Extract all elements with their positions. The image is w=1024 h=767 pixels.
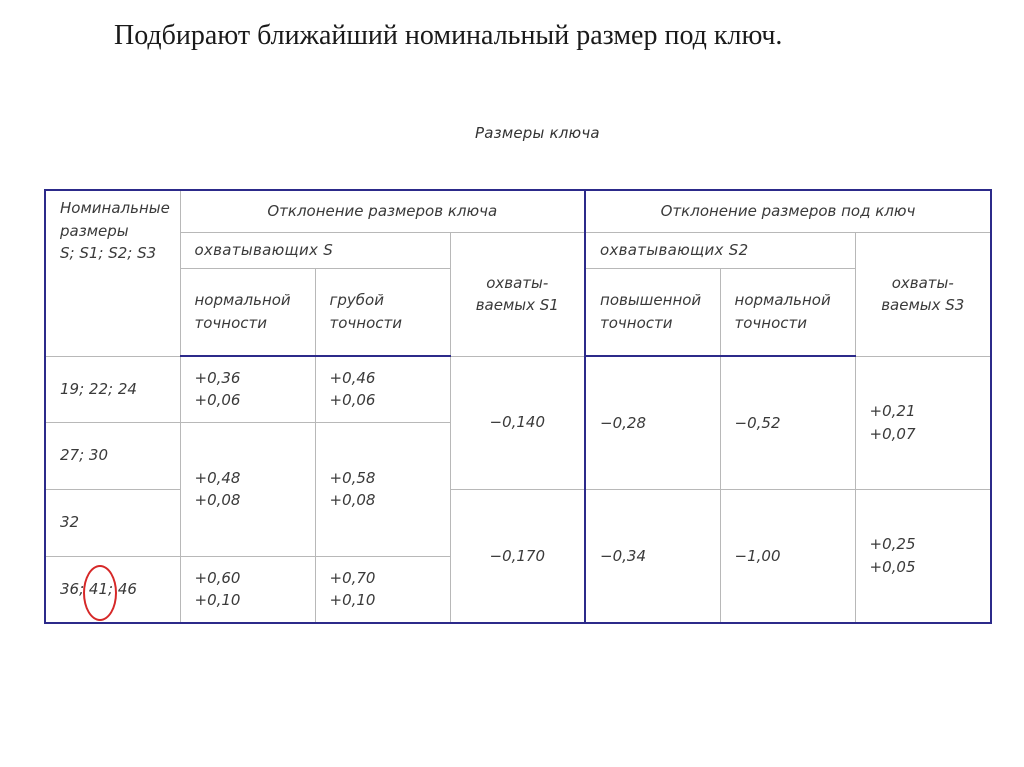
normal-deviation-g2: +0,48 +0,08 [180, 422, 315, 556]
s3-deviation-b: +0,25 +0,05 [855, 489, 991, 623]
s1-deviation-a: −0,140 [450, 356, 585, 489]
enclosed-s3-header: охваты- ваемых S3 [855, 232, 991, 356]
raised-deviation-a: −0,28 [585, 356, 720, 489]
rough-deviation-g2: +0,58 +0,08 [315, 422, 450, 556]
normal-deviation-g3: +0,60 +0,10 [180, 556, 315, 623]
rough-deviation-g3: +0,70 +0,10 [315, 556, 450, 623]
nominal-row-3: 32 [45, 489, 180, 556]
key-deviation-header: Отклонение размеров ключа [180, 190, 585, 232]
s1-deviation-b: −0,170 [450, 489, 585, 623]
normal2-deviation-a: −0,52 [720, 356, 855, 489]
red-circle-highlight [83, 565, 117, 621]
raised-deviation-b: −0,34 [585, 489, 720, 623]
rough-deviation-g1: +0,46 +0,06 [315, 356, 450, 422]
enclosed-s1-header: охваты- ваемых S1 [450, 232, 585, 356]
normal-deviation-g1: +0,36 +0,06 [180, 356, 315, 422]
raised-accuracy-header: повышенной точности [585, 268, 720, 356]
socket-deviation-header: Отклонение размеров под ключ [585, 190, 991, 232]
wrench-size-table [44, 189, 992, 624]
normal2-deviation-b: −1,00 [720, 489, 855, 623]
nominal-sizes-header: Номинальные размеры S; S1; S2; S3 [45, 190, 180, 356]
slide-title: Подбирают ближайший номинальный размер под ключ. [114, 20, 783, 51]
nominal-row-4: 36; 41; 46 [45, 556, 180, 623]
nominal-row-1: 19; 22; 24 [45, 356, 180, 422]
rough-accuracy-header: грубой точности [315, 268, 450, 356]
normal-accuracy-2-header: нормальной точности [720, 268, 855, 356]
table-caption: Размеры ключа [475, 124, 600, 142]
s3-deviation-a: +0,21 +0,07 [855, 356, 991, 489]
normal-accuracy-header: нормальной точности [180, 268, 315, 356]
enclosing-s2-header: охватывающих S2 [585, 232, 855, 268]
enclosing-s-header: охватывающих S [180, 232, 450, 268]
selected-size-41: 41; [89, 578, 113, 601]
nominal-row-2: 27; 30 [45, 422, 180, 489]
